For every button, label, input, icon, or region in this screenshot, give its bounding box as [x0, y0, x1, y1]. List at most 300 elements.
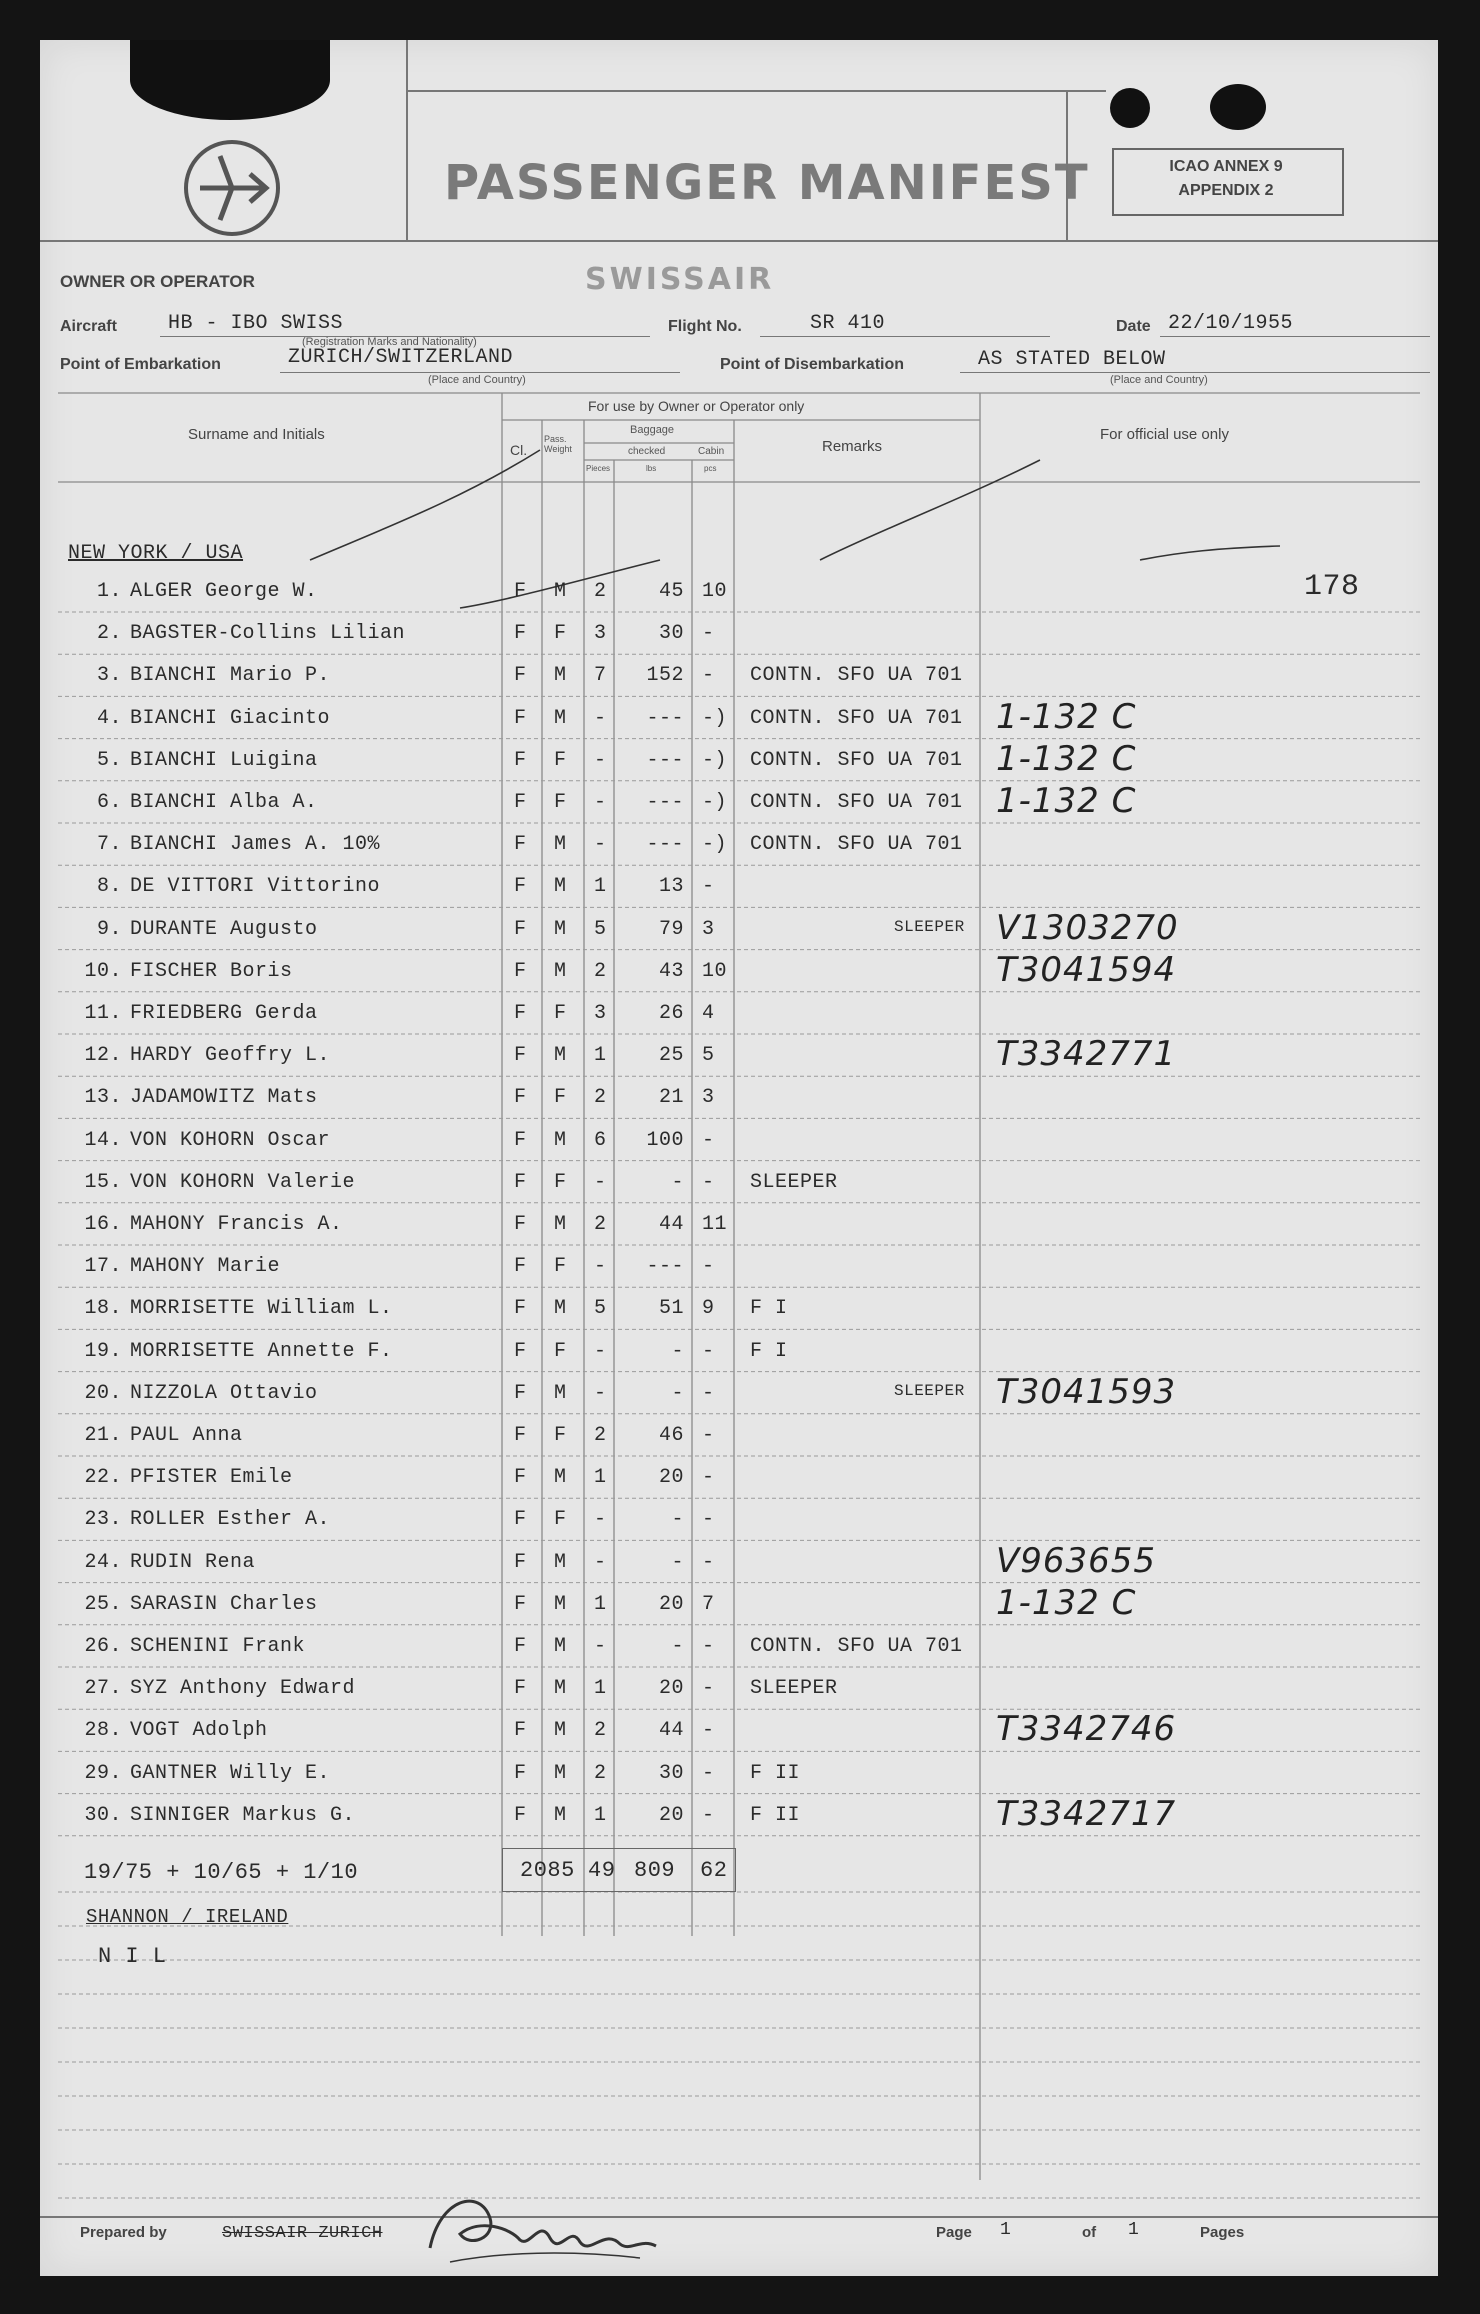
passenger-name: VOGT Adolph — [130, 1719, 268, 1743]
cabin-cell: - — [702, 875, 715, 899]
remarks-cell: SLEEPER — [750, 1170, 838, 1194]
passenger-name: SCHENINI Frank — [130, 1635, 306, 1658]
of-label: of — [1082, 2224, 1097, 2241]
lbs-cell: 46 — [658, 1424, 684, 1447]
class-cell: F — [514, 1002, 527, 1025]
date-value: 22/10/1955 — [1168, 312, 1294, 335]
lbs-cell: 20 — [658, 1466, 684, 1490]
icao-line1: ICAO ANNEX 9 — [1169, 158, 1283, 175]
class-cell: F — [514, 706, 527, 730]
table-row — [40, 1169, 1438, 1199]
class-cell: F — [514, 1381, 527, 1405]
aircraft-sub: (Registration Marks and Nationality) — [302, 336, 477, 348]
lbs-cell: 13 — [658, 875, 684, 899]
row-number: 12. — [84, 1044, 122, 1068]
table-row — [40, 1034, 1438, 1075]
lbs-cell: - — [671, 1170, 684, 1194]
pieces-cell: - — [594, 833, 607, 857]
footer-rule — [40, 2216, 1438, 2218]
disembark-sub: (Place and Country) — [1110, 374, 1208, 386]
remarks-cell: F I — [750, 1297, 788, 1321]
official-cell: T3342717 — [996, 1793, 1177, 1834]
col-baggage: Baggage — [630, 424, 675, 436]
row-number: 17. — [84, 1255, 122, 1279]
totals-pcs: 49 — [588, 1858, 616, 1883]
row-number: 18. — [84, 1297, 122, 1321]
table-row — [40, 1211, 1438, 1241]
sex-cell: M — [554, 1213, 567, 1236]
pieces-cell: 1 — [594, 1803, 607, 1827]
cabin-cell: - — [702, 1677, 715, 1701]
remarks-cell: F I — [750, 1339, 788, 1363]
table-row — [40, 738, 1438, 779]
cabin-cell: - — [702, 1550, 715, 1574]
lbs-cell: 51 — [658, 1297, 684, 1321]
prepared-label: Prepared by — [80, 2224, 167, 2241]
lbs-cell: - — [671, 1381, 684, 1405]
cabin-cell: 5 — [702, 1044, 715, 1068]
lbs-cell: - — [671, 1635, 684, 1658]
cabin-cell: - — [702, 1424, 715, 1447]
official-cell: T3342746 — [996, 1709, 1177, 1750]
table-row — [40, 1582, 1438, 1623]
cabin-cell: -) — [702, 833, 728, 857]
pieces-cell: - — [594, 1508, 607, 1532]
row-number: 16. — [84, 1213, 122, 1236]
flight-label: Flight No. — [668, 318, 742, 335]
cabin-cell: -) — [702, 791, 728, 814]
row-number: 14. — [84, 1128, 122, 1152]
section-new-york: NEW YORK / USA — [68, 542, 244, 565]
totals-box — [502, 1848, 736, 1892]
signature-icon — [420, 2178, 660, 2273]
row-number: 30. — [84, 1803, 122, 1827]
cabin-cell: 9 — [702, 1297, 715, 1321]
sex-cell: F — [554, 1170, 567, 1194]
passenger-name: MAHONY Francis A. — [130, 1213, 343, 1236]
section-shannon: SHANNON / IRELAND — [86, 1906, 289, 1928]
class-cell: F — [514, 875, 527, 899]
passenger-name: BIANCHI Luigina — [130, 748, 318, 772]
official-cell: 1-132 C — [996, 738, 1137, 779]
pieces-cell: - — [594, 1255, 607, 1279]
manifest-grid — [40, 40, 1438, 2276]
official-cell: V1303270 — [996, 907, 1179, 948]
row-number: 9. — [96, 917, 122, 941]
lbs-cell: 152 — [646, 664, 684, 688]
class-cell: F — [514, 1086, 527, 1110]
lbs-cell: - — [671, 1550, 684, 1574]
passenger-name: ALGER George W. — [130, 580, 318, 603]
flight-value: SR 410 — [810, 312, 886, 335]
sex-cell: M — [554, 917, 567, 941]
row-number: 26. — [84, 1635, 122, 1658]
class-cell: F — [514, 1170, 527, 1194]
pieces-cell: 1 — [594, 1592, 607, 1616]
class-cell: F — [514, 1635, 527, 1658]
table-row — [40, 1295, 1438, 1325]
page-label: Page — [936, 2224, 972, 2241]
lbs-cell: - — [671, 1339, 684, 1363]
cabin-cell: 10 — [702, 580, 728, 603]
totals-cab: 62 — [700, 1858, 728, 1883]
sex-cell: M — [554, 1466, 567, 1490]
table-row — [40, 662, 1438, 692]
col-pass-weight: Pass. Weight — [544, 434, 572, 454]
table-row — [40, 1464, 1438, 1494]
row-number: 23. — [84, 1508, 122, 1532]
remarks-cell: CONTN. SFO UA 701 — [750, 748, 963, 772]
passenger-name: FISCHER Boris — [130, 959, 293, 983]
table-row — [40, 1540, 1438, 1581]
cabin-cell: 10 — [702, 959, 728, 983]
cabin-cell: - — [702, 1128, 715, 1152]
passenger-name: BIANCHI Alba A. — [130, 791, 318, 814]
pieces-cell: 2 — [594, 580, 607, 603]
table-row — [40, 1675, 1438, 1705]
class-cell: F — [514, 1339, 527, 1363]
totals-label: 19/75 + 10/65 + 1/10 — [84, 1860, 359, 1885]
class-cell: F — [514, 1677, 527, 1701]
class-cell: F — [514, 833, 527, 857]
row-number: 27. — [84, 1677, 122, 1701]
icao-line2: APPENDIX 2 — [1178, 182, 1274, 199]
passenger-name: HARDY Geoffry L. — [130, 1044, 331, 1068]
row-number: 6. — [96, 791, 122, 814]
passenger-name: JADAMOWITZ Mats — [130, 1086, 318, 1110]
lbs-cell: 100 — [646, 1128, 684, 1152]
sex-cell: M — [554, 1803, 567, 1827]
class-cell: F — [514, 1761, 527, 1785]
remarks-cell: CONTN. SFO UA 701 — [750, 1635, 963, 1658]
passenger-name: FRIEDBERG Gerda — [130, 1002, 318, 1025]
lbs-cell: 20 — [658, 1677, 684, 1701]
class-cell: F — [514, 1255, 527, 1279]
cabin-cell: - — [702, 1508, 715, 1532]
official-cell: 1-132 C — [996, 696, 1137, 737]
sex-cell: F — [554, 1255, 567, 1279]
cabin-cell: - — [702, 1466, 715, 1490]
sex-cell: F — [554, 791, 567, 814]
lbs-cell: 20 — [658, 1592, 684, 1616]
class-cell: F — [514, 959, 527, 983]
sex-cell: M — [554, 1128, 567, 1152]
manifest-sheet — [40, 40, 1438, 2276]
table-row — [40, 1000, 1438, 1030]
class-cell: F — [514, 580, 527, 603]
lbs-cell: 44 — [658, 1719, 684, 1743]
disembark-value: AS STATED BELOW — [978, 348, 1166, 371]
table-row — [40, 1760, 1438, 1790]
of-value: 1 — [1128, 2220, 1140, 2240]
sex-cell: M — [554, 959, 567, 983]
pieces-cell: - — [594, 1170, 607, 1194]
cabin-cell: -) — [702, 748, 728, 772]
lbs-cell: 43 — [658, 959, 684, 983]
lbs-cell: --- — [646, 748, 684, 772]
pieces-cell: 3 — [594, 1002, 607, 1025]
passenger-name: RUDIN Rena — [130, 1550, 256, 1574]
remarks-cell: SLEEPER — [894, 917, 965, 936]
table-row — [40, 1253, 1438, 1283]
table-row — [40, 1084, 1438, 1114]
aircraft-value: HB - IBO SWISS — [168, 312, 344, 335]
passenger-name: BAGSTER-Collins Lilian — [130, 622, 406, 646]
class-cell: F — [514, 1213, 527, 1236]
row-number: 10. — [84, 959, 122, 983]
row-number: 11. — [84, 1002, 122, 1025]
row-number: 1. — [96, 580, 122, 603]
col-cabin: Cabin — [698, 446, 725, 457]
lbs-cell: 20 — [658, 1803, 684, 1827]
class-cell: F — [514, 1128, 527, 1152]
passenger-name: SARASIN Charles — [130, 1592, 318, 1616]
class-cell: F — [514, 664, 527, 688]
class-cell: F — [514, 917, 527, 941]
pages-label: Pages — [1200, 2224, 1245, 2241]
sex-cell: M — [554, 1550, 567, 1574]
lbs-cell: 30 — [658, 622, 684, 646]
class-cell: F — [514, 748, 527, 772]
pieces-cell: 5 — [594, 917, 607, 941]
table-row — [40, 1371, 1438, 1412]
embark-sub: (Place and Country) — [428, 374, 526, 386]
table-row — [40, 873, 1438, 903]
official-cell: 1-132 C — [996, 1582, 1137, 1623]
sex-cell: M — [554, 1592, 567, 1616]
table-row — [40, 578, 1438, 608]
pieces-cell: 2 — [594, 1424, 607, 1447]
table-row — [40, 1127, 1438, 1157]
table-row — [40, 831, 1438, 861]
col-surname: Surname and Initials — [188, 426, 325, 443]
row-number: 3. — [96, 664, 122, 688]
lbs-cell: --- — [646, 1255, 684, 1279]
pieces-cell: 2 — [594, 1761, 607, 1785]
pieces-cell: 1 — [594, 1466, 607, 1490]
pieces-cell: 3 — [594, 622, 607, 646]
sex-cell: M — [554, 1761, 567, 1785]
cabin-cell: 3 — [702, 917, 715, 941]
official-number: 178 — [1304, 570, 1360, 604]
lbs-cell: 21 — [658, 1086, 684, 1110]
section-shannon-value: N I L — [98, 1944, 167, 1969]
passenger-name: PAUL Anna — [130, 1424, 243, 1447]
table-row — [40, 1793, 1438, 1834]
row-number: 28. — [84, 1719, 122, 1743]
cabin-cell: - — [702, 1761, 715, 1785]
passenger-name: BIANCHI Mario P. — [130, 664, 331, 688]
aircraft-label: Aircraft — [60, 318, 117, 335]
table-row — [40, 1506, 1438, 1536]
official-cell: T3342771 — [996, 1034, 1177, 1075]
sex-cell: F — [554, 748, 567, 772]
col-remarks: Remarks — [822, 438, 883, 455]
pieces-cell: 1 — [594, 875, 607, 899]
col-owner-use: For use by Owner or Operator only — [588, 398, 805, 414]
row-number: 25. — [84, 1592, 122, 1616]
cabin-cell: - — [702, 622, 715, 646]
passenger-name: GANTNER Willy E. — [130, 1761, 331, 1785]
passenger-name: SINNIGER Markus G. — [130, 1803, 356, 1827]
sex-cell: M — [554, 1044, 567, 1068]
sex-cell: F — [554, 1002, 567, 1025]
prepared-value: SWISSAIR ZURICH — [222, 2224, 383, 2243]
sex-cell: M — [554, 664, 567, 688]
remarks-cell: SLEEPER — [750, 1677, 838, 1701]
totals-lbs: 809 — [634, 1858, 676, 1883]
table-row — [40, 1422, 1438, 1452]
official-cell: T3041593 — [996, 1371, 1177, 1412]
sex-cell: M — [554, 1719, 567, 1743]
col-checked: checked — [628, 446, 666, 457]
class-cell: F — [514, 1803, 527, 1827]
pieces-cell: 1 — [594, 1677, 607, 1701]
row-number: 29. — [84, 1761, 122, 1785]
row-number: 5. — [96, 748, 122, 772]
table-row — [40, 1633, 1438, 1663]
class-cell: F — [514, 791, 527, 814]
class-cell: F — [514, 1297, 527, 1321]
pieces-cell: - — [594, 706, 607, 730]
row-number: 24. — [84, 1550, 122, 1574]
passenger-name: NIZZOLA Ottavio — [130, 1381, 318, 1405]
cabin-cell: - — [702, 1339, 715, 1363]
sex-cell: M — [554, 580, 567, 603]
page-title: PASSENGER MANIFEST — [444, 155, 1090, 211]
cabin-cell: - — [702, 1170, 715, 1194]
class-cell: F — [514, 1466, 527, 1490]
lbs-cell: 79 — [658, 917, 684, 941]
remarks-cell: SLEEPER — [894, 1381, 965, 1400]
passenger-name: BIANCHI James A. 10% — [130, 833, 381, 857]
sex-cell: M — [554, 1381, 567, 1405]
lbs-cell: 44 — [658, 1213, 684, 1236]
lbs-cell: --- — [646, 833, 684, 857]
remarks-cell: CONTN. SFO UA 701 — [750, 791, 963, 814]
row-number: 7. — [96, 833, 122, 857]
row-number: 21. — [84, 1424, 122, 1447]
cabin-cell: 3 — [702, 1086, 715, 1110]
cabin-cell: - — [702, 1719, 715, 1743]
pieces-cell: - — [594, 748, 607, 772]
cabin-cell: - — [702, 664, 715, 688]
lbs-cell: 30 — [658, 1761, 684, 1785]
table-row — [40, 949, 1438, 990]
col-pieces: Pieces — [586, 464, 611, 473]
lbs-cell: --- — [646, 706, 684, 730]
lbs-cell: 45 — [658, 580, 684, 603]
totals-weight: 2085 — [520, 1858, 575, 1883]
cabin-cell: - — [702, 1381, 715, 1405]
table-row — [40, 1709, 1438, 1750]
embark-value: ZURICH/SWITZERLAND — [288, 346, 514, 369]
cabin-cell: - — [702, 1255, 715, 1279]
class-cell: F — [514, 1550, 527, 1574]
passenger-name: MORRISETTE William L. — [130, 1297, 393, 1321]
official-cell: V963655 — [996, 1540, 1157, 1581]
cabin-cell: - — [702, 1635, 715, 1658]
date-label: Date — [1116, 318, 1151, 335]
row-number: 20. — [84, 1381, 122, 1405]
passenger-name: MORRISETTE Annette F. — [130, 1339, 393, 1363]
col-lbs: lbs — [646, 464, 657, 473]
cabin-cell: -) — [702, 706, 728, 730]
row-number: 15. — [84, 1170, 122, 1194]
sex-cell: M — [554, 706, 567, 730]
sex-cell: M — [554, 875, 567, 899]
table-row — [40, 696, 1438, 737]
embark-label: Point of Embarkation — [60, 356, 221, 373]
pieces-cell: 2 — [594, 1086, 607, 1110]
sex-cell: F — [554, 1508, 567, 1532]
class-cell: F — [514, 622, 527, 646]
class-cell: F — [514, 1592, 527, 1616]
remarks-cell: CONTN. SFO UA 701 — [750, 706, 963, 730]
sex-cell: M — [554, 1677, 567, 1701]
pieces-cell: 2 — [594, 1213, 607, 1236]
passenger-name: DE VITTORI Vittorino — [130, 875, 381, 899]
sex-cell: M — [554, 833, 567, 857]
class-cell: F — [514, 1424, 527, 1447]
cabin-cell: 11 — [702, 1213, 728, 1236]
pieces-cell: 2 — [594, 959, 607, 983]
pieces-cell: - — [594, 1381, 607, 1405]
passenger-name: VON KOHORN Valerie — [130, 1170, 356, 1194]
pieces-cell: - — [594, 791, 607, 814]
passenger-name: BIANCHI Giacinto — [130, 706, 331, 730]
passenger-name: MAHONY Marie — [130, 1255, 281, 1279]
row-number: 19. — [84, 1339, 122, 1363]
lbs-cell: 25 — [658, 1044, 684, 1068]
table-row — [40, 1338, 1438, 1368]
page-value: 1 — [1000, 2220, 1012, 2240]
pieces-cell: 5 — [594, 1297, 607, 1321]
pieces-cell: - — [594, 1339, 607, 1363]
owner-label: OWNER OR OPERATOR — [60, 272, 255, 291]
pieces-cell: 6 — [594, 1128, 607, 1152]
cabin-cell: 7 — [702, 1592, 715, 1616]
passenger-name: DURANTE Augusto — [130, 917, 318, 941]
row-number: 8. — [96, 875, 122, 899]
remarks-cell: CONTN. SFO UA 701 — [750, 833, 963, 857]
col-official: For official use only — [1100, 426, 1229, 443]
passenger-name: SYZ Anthony Edward — [130, 1677, 356, 1701]
sex-cell: M — [554, 1297, 567, 1321]
sex-cell: F — [554, 622, 567, 646]
cabin-cell: - — [702, 1803, 715, 1827]
official-cell: T3041594 — [996, 949, 1177, 990]
pieces-cell: - — [594, 1635, 607, 1658]
owner-value: SWISSAIR — [585, 262, 775, 297]
passenger-name: VON KOHORN Oscar — [130, 1128, 331, 1152]
row-number: 2. — [96, 622, 122, 646]
remarks-cell: CONTN. SFO UA 701 — [750, 664, 963, 688]
class-cell: F — [514, 1044, 527, 1068]
passenger-name: ROLLER Esther A. — [130, 1508, 331, 1532]
table-row — [40, 620, 1438, 650]
row-number: 4. — [96, 706, 122, 730]
sex-cell: F — [554, 1086, 567, 1110]
sex-cell: M — [554, 1635, 567, 1658]
table-row — [40, 781, 1438, 821]
row-number: 13. — [84, 1086, 122, 1110]
official-cell: 1-132 C — [996, 781, 1137, 821]
class-cell: F — [514, 1508, 527, 1532]
col-pcs: pcs — [704, 464, 717, 473]
pieces-cell: 2 — [594, 1719, 607, 1743]
pieces-cell: - — [594, 1550, 607, 1574]
